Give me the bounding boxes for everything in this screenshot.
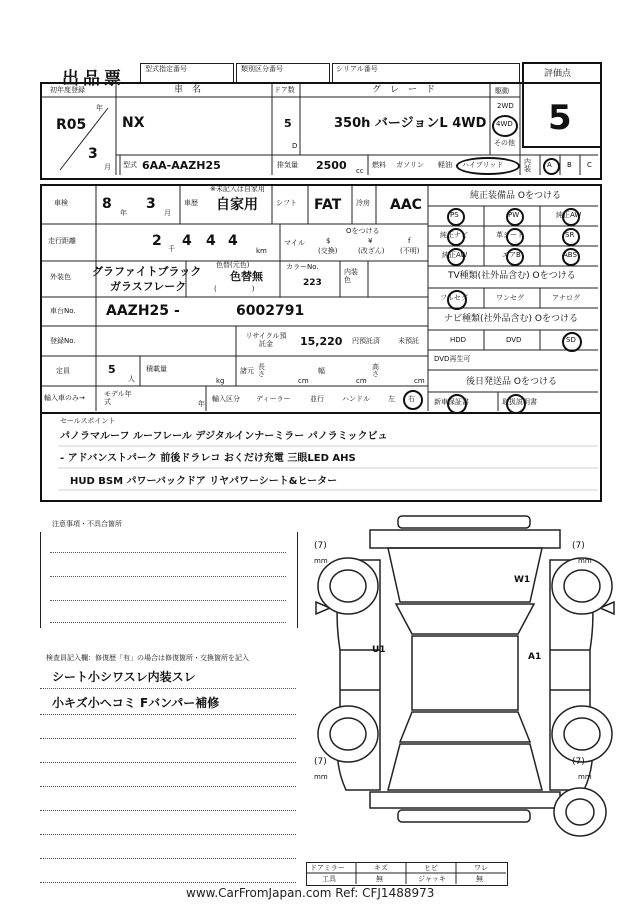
displacement-value: 2500 <box>316 159 347 172</box>
first-reg-year: R05 <box>56 117 87 133</box>
haikiryo-label: 排気量 <box>277 161 298 169</box>
ato-title: 後日発送品 Oをつける <box>466 377 557 387</box>
sym-exchange: $ <box>326 237 331 245</box>
score-label: 評価点 <box>544 69 572 79</box>
fuel-label: 燃料 <box>372 161 386 169</box>
shift-value: FAT <box>314 197 342 213</box>
handle-label: ハンドル <box>342 395 370 403</box>
usage-note: ※未記入は自家用 <box>210 185 265 193</box>
mileage-digit: 4 <box>182 233 192 249</box>
kata-label: 型式指定番号 <box>145 65 187 73</box>
wid-cm: cm <box>356 377 367 385</box>
dealer: ディーラー <box>256 395 291 403</box>
watermark: www.CarFromJapan.com Ref: CFJ1488973 <box>186 886 435 900</box>
mileage-sen: 千 <box>168 245 175 253</box>
katashiki-label: 型式 <box>123 161 137 169</box>
model-name: NX <box>122 115 145 131</box>
tire-mark-rl: (7) <box>314 757 327 767</box>
shaken-m: 月 <box>164 209 171 217</box>
mileage-digit: 4 <box>228 233 238 249</box>
sym-tamper-sub: (改ざん) <box>358 247 385 255</box>
equip-pw: PW <box>508 211 520 219</box>
equip-ps: PS <box>450 211 459 219</box>
sales-line-3: HUD BSM パワーバックドア リヤパワーシート&ヒーター <box>70 476 338 487</box>
damage-mark: W1 <box>514 575 531 585</box>
hgt-label: 高さ <box>372 363 379 378</box>
touroku-label: 登録No. <box>50 337 76 345</box>
wid-label: 幅 <box>318 367 325 375</box>
navi-hdd: HDD <box>450 336 467 344</box>
doors-suffix: D <box>292 142 298 150</box>
legend-cell: ジャッキ <box>418 875 446 883</box>
tire-mark-fr: (7) <box>572 541 585 551</box>
mileage-km: km <box>256 247 267 255</box>
gaisou-label: 外装色 <box>50 273 71 281</box>
tire-mm: mm <box>578 557 592 565</box>
doors-label: ドア数 <box>274 86 295 94</box>
dvd-label: DVD再生可 <box>434 355 471 363</box>
damage-mark: A1 <box>528 652 542 662</box>
equip-aw1: 純正AW <box>556 211 582 219</box>
exterior-color-2: ガラスフレーク <box>110 280 187 293</box>
navi-dvd: DVD <box>506 336 522 344</box>
shaken-y: 年 <box>120 209 127 217</box>
usage-value: 自家用 <box>216 197 258 213</box>
tire-value: 7 <box>575 757 582 767</box>
color-no-value: 223 <box>303 278 322 288</box>
naisou-label: 内装色 <box>344 268 358 285</box>
chassis-dash: - <box>174 303 180 319</box>
drive-2wd: 2WD <box>497 102 514 110</box>
interior-a: A <box>547 161 552 169</box>
drive-4wd: 4WD <box>496 120 513 128</box>
legend-cell: 工具 <box>322 875 336 883</box>
ruibetsu-label: 類別区分番号 <box>241 65 283 73</box>
legend-cell: 無 <box>476 875 483 883</box>
mile-label: マイル <box>284 239 305 247</box>
fuel-diesel: 軽油 <box>438 161 452 169</box>
tire-mark-rr: (7) <box>572 757 585 767</box>
sales-line-2: - アドバンストパーク 前後ドラレコ おくだけ充電 三眼LED AHS <box>60 453 356 464</box>
len-cm: cm <box>298 377 309 385</box>
fuel-hybrid: ハイブリッド <box>462 161 504 169</box>
tv-analog: アナログ <box>552 294 580 302</box>
equip-aw2: 純正AW <box>442 251 468 259</box>
mileage-label: 走行距離 <box>48 237 76 245</box>
aircon-label: 冷房 <box>356 199 370 207</box>
tire-mm: mm <box>314 557 328 565</box>
tire-value: 7 <box>317 541 324 551</box>
form-title: 出品票 <box>62 69 125 89</box>
sekisai-label: 積載量 <box>146 365 167 373</box>
month-unit: 月 <box>104 163 111 171</box>
color-no-label: カラーNo. <box>286 263 319 271</box>
capacity-value: 5 <box>108 363 116 376</box>
model-year-unit: 年 <box>198 400 205 408</box>
damage-mark: U1 <box>372 645 386 655</box>
tv-fullseg: フルセグ <box>440 294 468 302</box>
heikou: 並行 <box>310 395 324 403</box>
irogae-label: 色替(元色) <box>216 261 250 269</box>
ato-manual: 取扱説明書 <box>502 398 537 406</box>
len-label: 長さ <box>258 363 265 378</box>
fuel-gasoline: ガソリン <box>396 161 424 169</box>
cc-unit: cc <box>356 167 364 175</box>
kg-unit: kg <box>216 377 225 385</box>
shaken-year: 8 <box>102 196 112 212</box>
equip-sr: SR <box>565 231 575 239</box>
shamei-label: 車 名 <box>174 85 202 95</box>
equip-airbag: エアB <box>502 251 521 259</box>
daiban-label: 車台No. <box>50 307 76 315</box>
shareki-label: 車歴 <box>184 199 198 207</box>
interior-label: 内装 <box>524 158 531 173</box>
legend-header: ワレ <box>474 864 488 872</box>
chassis-number: 6002791 <box>236 303 305 319</box>
sym-unknown-sub: (不明) <box>400 247 420 255</box>
sales-label: セールスポイント <box>60 417 116 425</box>
legend-cell: 無 <box>376 875 383 883</box>
shaken-label: 車検 <box>54 199 68 207</box>
shonendo-label: 初年度登録 <box>50 86 85 94</box>
interior-b: B <box>567 161 572 169</box>
tire-value: 7 <box>575 541 582 551</box>
first-reg-month: 3 <box>88 146 98 162</box>
recycle-paid: 円預託済 <box>352 337 380 345</box>
capacity-unit: 人 <box>128 375 135 383</box>
tv-title: TV種類(社外品含む) Oをつける <box>448 271 576 281</box>
legend-header: ドアミラー <box>310 864 345 872</box>
hgt-cm: cm <box>414 377 425 385</box>
serial-label: シリアル番号 <box>336 65 378 73</box>
mileage-digit: 4 <box>206 233 216 249</box>
teiin-label: 定員 <box>56 367 70 375</box>
navi-title: ナビ種類(社外品含む) Oをつける <box>444 314 578 324</box>
year-unit: 年 <box>96 104 103 112</box>
sym-exchange-sub: (交換) <box>318 247 338 255</box>
irogae-value: 色替無 <box>230 270 263 283</box>
model-year-label: モデル年式 <box>104 390 132 407</box>
inspector-line-1: シート小シワスレ内装スレ <box>52 670 196 684</box>
mileage-digit: 2 <box>152 233 162 249</box>
equip-title: 純正装備品 Oをつける <box>470 191 561 201</box>
o-wo-tsukeru: Oをつける <box>346 227 380 235</box>
shogen-label: 諸元 <box>240 367 254 375</box>
sym-tamper: ¥ <box>368 237 373 245</box>
grade-label: グ レ ー ド <box>372 85 436 95</box>
tire-mark-fl: (7) <box>314 541 327 551</box>
recycle-unpaid: 未預託 <box>398 337 419 345</box>
chui-label: 注意事項・不具合箇所 <box>52 520 122 528</box>
handle-right: 右 <box>408 395 415 403</box>
recycle-label: リサイクル預託金 <box>245 332 287 349</box>
tire-mm: mm <box>314 773 328 781</box>
import-kubun: 輸入区分 <box>212 395 240 403</box>
drive-other: その他 <box>494 139 515 147</box>
aircon-value: AAC <box>390 197 422 213</box>
tire-value: 7 <box>317 757 324 767</box>
score-value: 5 <box>548 98 572 138</box>
katashiki-value: 6AA-AAZH25 <box>142 159 221 172</box>
chassis-prefix: AAZH25 <box>106 303 170 319</box>
recycle-amount: 15,220 <box>300 335 343 348</box>
sales-line-1: パノラマルーフ ルーフレール デジタルインナーミラー パノラミックビュ <box>60 431 388 442</box>
import-label: 輸入車のみ→ <box>44 394 85 402</box>
inspector-label: 検査員記入欄：修復歴「有」の場合は修復箇所・交換箇所を記入 <box>46 654 249 662</box>
shift-label: シフト <box>276 199 297 207</box>
navi-sd: SD <box>566 336 576 344</box>
tire-mm: mm <box>578 773 592 781</box>
handle-left: 左 <box>388 395 395 403</box>
legend-header: ヒビ <box>424 864 438 872</box>
grade-value: 350h バージョンL 4WD <box>334 116 487 131</box>
shaken-month: 3 <box>146 196 156 212</box>
doors-value: 5 <box>284 117 292 130</box>
color-paren: ( ) <box>214 285 255 293</box>
interior-c: C <box>587 161 592 169</box>
drive-label: 駆動 <box>495 87 509 95</box>
exterior-color-1: グラファイトブラック <box>92 265 202 278</box>
legend-header: キズ <box>374 864 388 872</box>
equip-leather: 革シート <box>496 231 524 239</box>
equip-navi: 純正ナビ <box>440 231 468 239</box>
tv-oneseg: ワンセグ <box>496 294 524 302</box>
sym-unknown: f <box>408 237 411 245</box>
equip-abs: ABS <box>563 251 577 259</box>
ato-warranty: 新車保証書 <box>434 398 469 406</box>
inspector-line-2: 小キズ小ヘコミ Fバンパー補修 <box>52 696 220 710</box>
